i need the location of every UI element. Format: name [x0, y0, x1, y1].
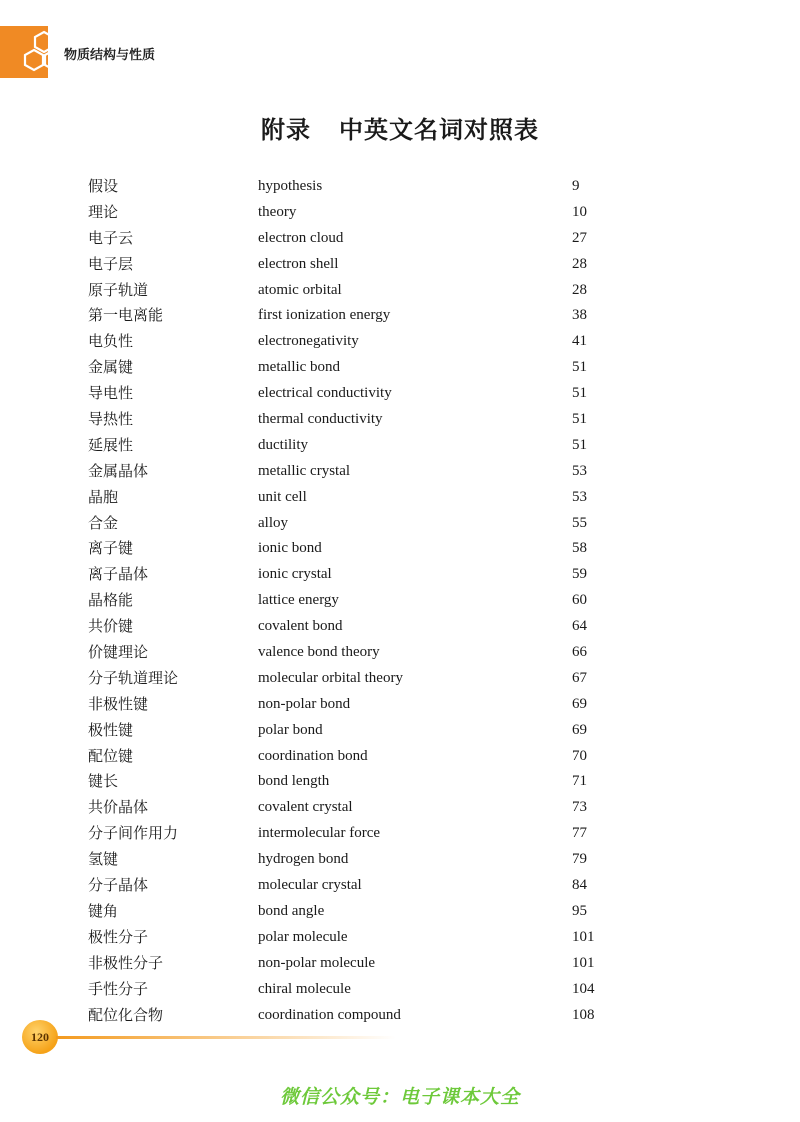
- glossary-row: [88, 303, 628, 329]
- glossary-row: [88, 536, 628, 562]
- glossary-row: [88, 459, 628, 485]
- term-chinese: 电子云: [88, 228, 134, 247]
- footer-rule: [56, 1036, 396, 1039]
- term-chinese: 假设: [88, 177, 119, 195]
- glossary-row: [88, 1003, 628, 1029]
- term-english: alloy: [258, 514, 288, 531]
- glossary-row: [88, 562, 628, 588]
- glossary-row: [88, 951, 628, 977]
- page-number-badge: 120: [22, 1020, 58, 1054]
- glossary-row: [88, 174, 628, 200]
- watermark-text: 微信公众号：电子课本大全: [279, 1086, 520, 1108]
- term-chinese: 配位键: [88, 746, 134, 765]
- glossary-row: [88, 795, 628, 821]
- term-page: 27: [572, 229, 587, 246]
- term-english: lattice energy: [258, 592, 339, 609]
- term-chinese: 电负性: [88, 332, 134, 351]
- term-page: 104: [572, 980, 595, 997]
- term-chinese: 第一电离能: [88, 306, 164, 325]
- glossary-row: [88, 614, 628, 640]
- term-page: 101: [572, 928, 595, 945]
- term-chinese: 电子层: [88, 254, 134, 273]
- term-english: valence bond theory: [258, 644, 380, 661]
- term-page: 51: [572, 359, 587, 376]
- term-chinese: 共价键: [88, 617, 134, 636]
- term-english: bond angle: [258, 902, 325, 919]
- term-english: covalent bond: [258, 618, 343, 635]
- term-english: thermal conductivity: [258, 411, 383, 428]
- term-english: electron cloud: [258, 229, 344, 246]
- term-chinese: 离子键: [88, 539, 134, 558]
- glossary-row: [88, 899, 628, 925]
- term-chinese: 手性分子: [88, 979, 149, 998]
- glossary-row: [88, 381, 628, 407]
- term-chinese: 金属晶体: [88, 461, 149, 480]
- term-page: 64: [572, 618, 587, 635]
- term-chinese: 非极性分子: [88, 953, 164, 972]
- term-page: 55: [572, 514, 587, 531]
- glossary-row: [88, 769, 628, 795]
- term-page: 69: [572, 721, 587, 738]
- term-chinese: 极性键: [88, 720, 134, 739]
- term-chinese: 键长: [88, 772, 119, 791]
- term-chinese: 合金: [88, 513, 119, 532]
- term-page: 53: [572, 488, 587, 505]
- term-english: molecular crystal: [258, 877, 362, 894]
- term-chinese: 分子晶体: [88, 876, 149, 895]
- term-chinese: 原子轨道: [88, 280, 149, 299]
- term-chinese: 晶格能: [88, 591, 134, 610]
- term-page: 51: [572, 411, 587, 428]
- term-page: 69: [572, 695, 587, 712]
- term-english: molecular orbital theory: [258, 669, 403, 686]
- term-page: 77: [572, 825, 587, 842]
- term-english: non-polar molecule: [258, 954, 376, 971]
- term-page: 95: [572, 902, 587, 919]
- term-chinese: 晶胞: [88, 487, 119, 506]
- glossary-table: [88, 174, 628, 1028]
- glossary-row: [88, 329, 628, 355]
- glossary-row: [88, 744, 628, 770]
- term-page: 73: [572, 799, 587, 816]
- term-page: 41: [572, 333, 587, 350]
- glossary-row: [88, 407, 628, 433]
- term-page: 84: [572, 877, 587, 894]
- glossary-row: [88, 666, 628, 692]
- term-chinese: 分子间作用力: [88, 824, 179, 843]
- book-title: 物质结构与性质: [64, 48, 156, 63]
- page-title: 附录 中英文名词对照表: [260, 115, 540, 144]
- term-chinese: 导电性: [88, 384, 134, 403]
- term-english: hypothesis: [258, 178, 323, 194]
- term-page: 38: [572, 307, 587, 324]
- glossary-row: [88, 200, 628, 226]
- term-chinese: 延展性: [88, 435, 134, 454]
- term-page: 28: [572, 281, 587, 298]
- term-english: unit cell: [258, 488, 307, 505]
- term-page: 71: [572, 773, 587, 790]
- term-page: 58: [572, 540, 587, 557]
- term-english: ionic bond: [258, 540, 322, 557]
- term-page: 79: [572, 851, 587, 868]
- term-chinese: 价键理论: [88, 643, 149, 662]
- glossary-row: [88, 511, 628, 537]
- glossary-row: [88, 252, 628, 278]
- term-chinese: 导热性: [88, 410, 134, 429]
- glossary-row: [88, 278, 628, 304]
- term-chinese: 配位化合物: [88, 1005, 164, 1024]
- glossary-row: [88, 873, 628, 899]
- term-english: metallic bond: [258, 359, 341, 376]
- hexagon-logo-icon: [22, 30, 66, 78]
- glossary-row: [88, 925, 628, 951]
- term-page: 59: [572, 566, 587, 583]
- term-chinese: 键角: [88, 901, 119, 920]
- term-english: first ionization energy: [258, 307, 391, 324]
- term-chinese: 理论: [88, 202, 119, 221]
- term-page: 51: [572, 385, 587, 402]
- term-page: 101: [572, 954, 595, 971]
- term-english: ionic crystal: [258, 566, 332, 583]
- term-english: bond length: [258, 773, 330, 790]
- term-page: 28: [572, 255, 587, 272]
- term-page: 51: [572, 436, 587, 453]
- term-english: chiral molecule: [258, 980, 351, 997]
- term-english: coordination bond: [258, 747, 368, 764]
- term-chinese: 金属键: [88, 358, 134, 377]
- term-english: non-polar bond: [258, 695, 351, 712]
- term-english: metallic crystal: [258, 462, 351, 479]
- term-chinese: 分子轨道理论: [88, 668, 179, 687]
- term-english: intermolecular force: [258, 825, 381, 842]
- term-page: 53: [572, 462, 587, 479]
- term-page: 10: [572, 203, 587, 220]
- term-english: electronegativity: [258, 333, 359, 350]
- glossary-row: [88, 640, 628, 666]
- term-page: 9: [572, 178, 580, 194]
- term-english: electrical conductivity: [258, 385, 392, 402]
- glossary-row: [88, 433, 628, 459]
- glossary-row: [88, 355, 628, 381]
- term-english: hydrogen bond: [258, 851, 349, 868]
- term-english: theory: [258, 203, 297, 220]
- term-chinese: 氢键: [88, 850, 119, 869]
- glossary-row: [88, 977, 628, 1003]
- term-chinese: 极性分子: [88, 927, 149, 946]
- term-english: ductility: [258, 436, 308, 453]
- term-english: coordination compound: [258, 1006, 401, 1023]
- term-chinese: 共价晶体: [88, 798, 149, 817]
- glossary-row: [88, 847, 628, 873]
- term-page: 60: [572, 592, 587, 609]
- term-chinese: 离子晶体: [88, 565, 149, 584]
- term-english: atomic orbital: [258, 281, 342, 298]
- glossary-row: [88, 692, 628, 718]
- term-english: polar bond: [258, 721, 323, 738]
- glossary-row: [88, 718, 628, 744]
- term-page: 66: [572, 644, 587, 661]
- glossary-row: [88, 821, 628, 847]
- glossary-row: [88, 226, 628, 252]
- term-english: electron shell: [258, 255, 339, 272]
- glossary-row: [88, 588, 628, 614]
- glossary-row: [88, 485, 628, 511]
- term-page: 67: [572, 669, 587, 686]
- term-english: polar molecule: [258, 928, 348, 945]
- term-english: covalent crystal: [258, 799, 353, 816]
- term-page: 70: [572, 747, 587, 764]
- term-page: 108: [572, 1006, 595, 1023]
- term-chinese: 非极性键: [88, 694, 149, 713]
